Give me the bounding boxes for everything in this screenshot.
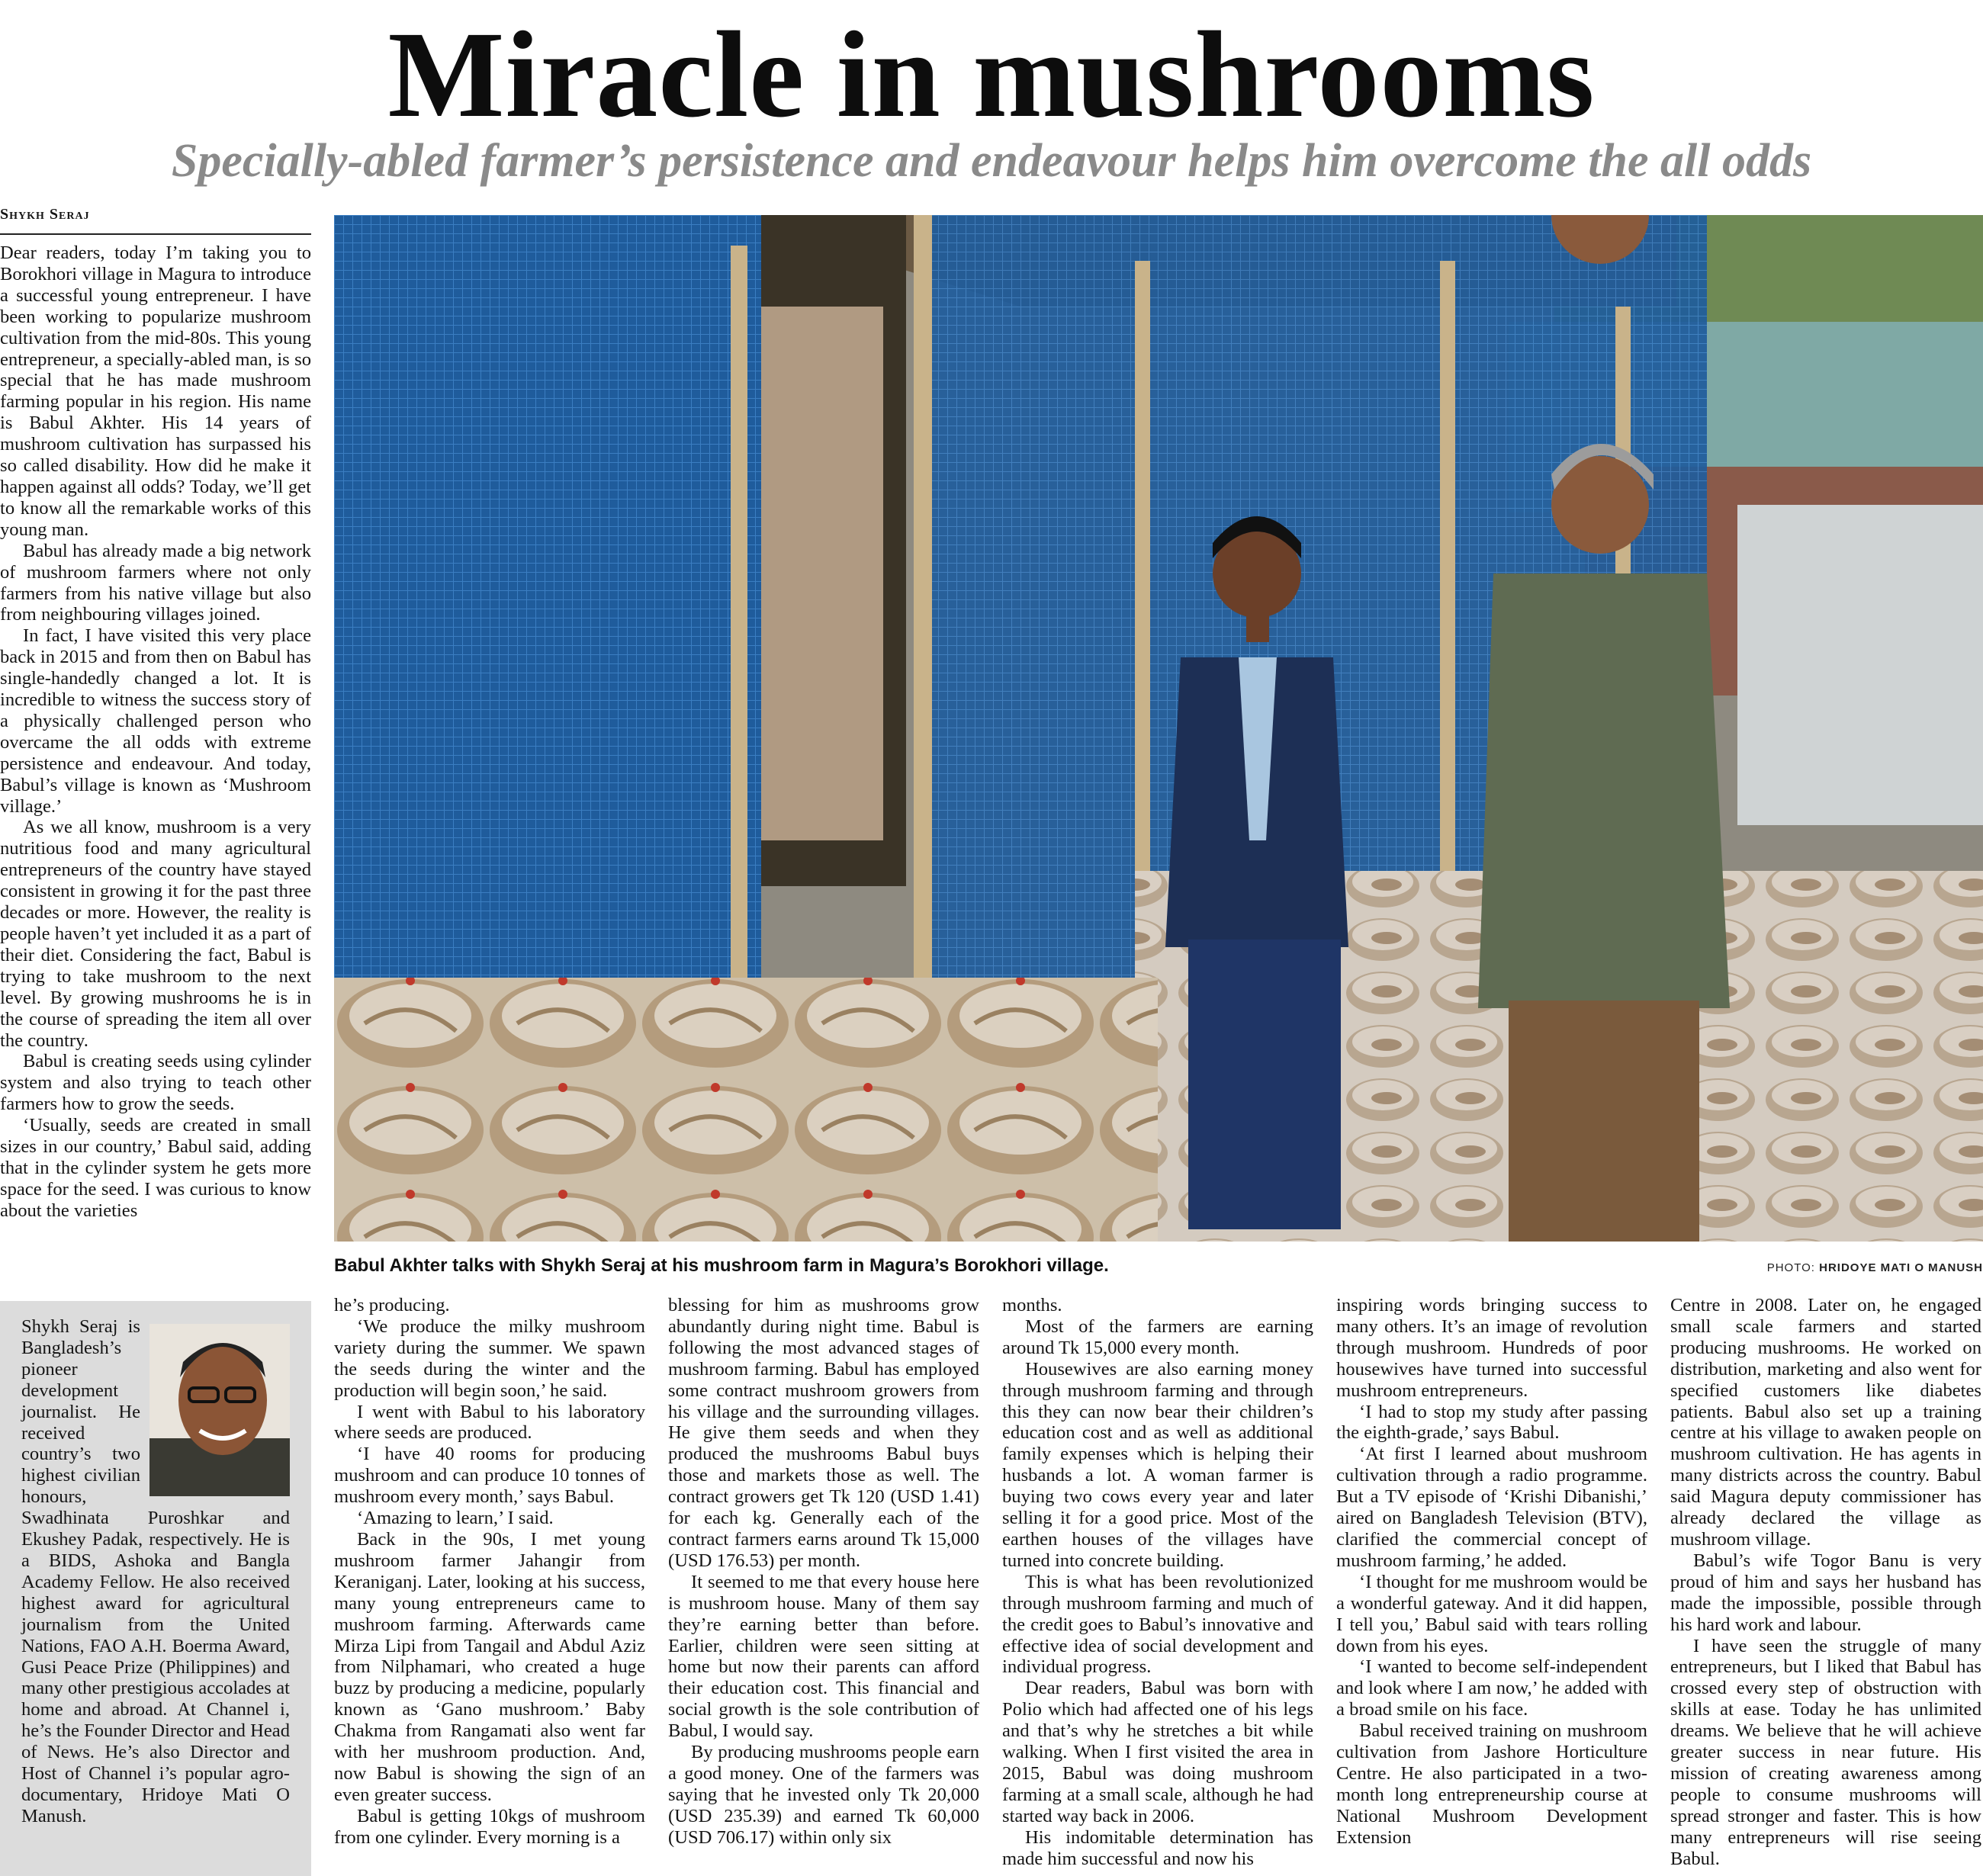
subheadline: Specially-abled farmer’s persistence and endeavour helps him overcome the all odds bbox=[171, 135, 1812, 187]
paragraph: blessing for him as mushrooms grow abundantly during night time. Babul is following the most advanced stages of mushroom farming. Babul has employed some contract mushroom growers from his village and the surrounding villages. He give them seeds and when they produced the mushrooms Babul buys those and markets those as well. The contract growers get Tk 120 (USD 1.41) for each kg. Generally each of the contract farmers earns around Tk 15,000 (USD 176.53) per month. bbox=[668, 1295, 979, 1571]
main-photo bbox=[334, 215, 1983, 1242]
paragraph: months. bbox=[1002, 1295, 1062, 1315]
paragraph: Housewives are also earning money through mushroom farming and through this they can now bear their children’s education cost and as well as additional family expenses which is helping their husbands a lot. A woman farmer is buying two cows every year and later selling it for a good price. Most of the earthen houses of the villages have turned into concrete building. bbox=[1002, 1358, 1313, 1571]
article-column-6 bbox=[1670, 1295, 1981, 1876]
paragraph: By producing mushrooms people earn a good money. One of the farmers was saying that he invested only Tk 20,000 (USD 235.39) and earned Tk 60,000 (USD 706.17) within only six bbox=[668, 1742, 979, 1848]
paragraph: Dear readers, today I’m taking you to Borokhori village in Magura to introduce a successful young entrepreneur. I have been working to popularize mushroom cultivation from the mid-80s. This young entrepreneur, a specially-abled man, is so special that he has made mushroom farming popular in his region. His name is Babul Akhter. His 14 years of mushroom cultivation has surpassed his so called disability. How did he make it happen against all odds? Today, we’ll get to know all the remarkable works of this young man. bbox=[0, 243, 311, 540]
author-portrait bbox=[149, 1324, 290, 1496]
article-column-2 bbox=[334, 1295, 645, 1876]
paragraph: inspiring words bringing success to many others. It’s an image of revolution through mushroom. Hundreds of poor housewives have turned into successful mushroom entrepreneurs. bbox=[1336, 1295, 1647, 1401]
article-column-3 bbox=[668, 1295, 979, 1876]
article-column-4 bbox=[1002, 1295, 1313, 1876]
paragraph: Babul is creating seeds using cylinder system and also trying to teach other farmers how to grow the seeds. bbox=[0, 1051, 311, 1115]
paragraph: It seemed to me that every house here is mushroom house. Many of them say they’re earning better than before. Earlier, children were seen sitting at home but now their parents can afford their education cost. This financial and social growth is the sole contribution of Babul, I would say. bbox=[668, 1571, 979, 1742]
photo-credit-name: HRIDOYE MATI O MANUSH bbox=[1819, 1261, 1983, 1274]
photo-credit-label: PHOTO: bbox=[1766, 1261, 1820, 1274]
paragraph: ‘We produce the milky mushroom variety during the summer. We spawn the seeds during the winter and the production will begin soon,’ he said. bbox=[334, 1315, 645, 1401]
photo-credit bbox=[1678, 1261, 1983, 1274]
byline: Shykh Seraj bbox=[0, 206, 311, 235]
article-column-5 bbox=[1336, 1295, 1647, 1876]
paragraph: This is what has been revolutionized through mushroom farming and much of the credit goes to Babul’s innovative and effective idea of social development and individual progress. bbox=[1002, 1571, 1313, 1678]
paragraph: In fact, I have visited this very place back in 2015 and from then on Babul has single-handedly changed a lot. It is incredible to witness the success story of a physically challenged person who overcame the all odds with extreme persistence and endeavour. And today, Babul’s village is known as ‘Mushroom village.’ bbox=[0, 625, 311, 817]
paragraph: I went with Babul to his laboratory where seeds are produced. bbox=[334, 1401, 645, 1444]
paragraph: Babul has already made a big network of mushroom farmers where not only farmers from his native village but also from neighbouring villages joined. bbox=[0, 540, 311, 625]
paragraph: I have seen the struggle of many entrepreneurs, but I liked that Babul has crossed every step of obstruction with skills at ease. Today he has unlimited dreams. We believe that he will achieve greater success in near future. His mission of creating awareness among people to consume mushrooms will spread stronger and faster. This is how many entrepreneurs will rise seeing Babul. bbox=[1670, 1635, 1981, 1869]
paragraph: ‘At first I learned about mushroom cultivation through a radio programme. But a TV episode of ‘Krishi Dibanishi,’ aired on Bangladesh Television (BTV), clarified the commercial concept of mushroom farming,’ he added. bbox=[1336, 1444, 1647, 1571]
author-bio-box bbox=[0, 1301, 311, 1876]
mushroom-farm-photo bbox=[334, 215, 1983, 1242]
paragraph: ‘I thought for me mushroom would be a wonderful gateway. And it did happen, I tell you,’ Babul said with tears rolling down from his eyes. bbox=[1336, 1571, 1647, 1656]
paragraph: ‘Amazing to learn,’ I said. bbox=[357, 1508, 554, 1529]
photo-caption: Babul Akhter talks with Shykh Seraj at his mushroom farm in Magura’s Borokhori village. bbox=[334, 1255, 1109, 1276]
author-bio bbox=[21, 1316, 290, 1827]
author-bio-text: Shykh Seraj is Bangladesh’s pioneer development journalist. He received country’s two highest civilian honours, Swadhinata Puroshkar and Ekushey Padak, respectively. He is a BIDS, Ashoka and Bangla Academy Fellow. He also received highest award for agricultural journalism from the United Nations, FAO A.H. Boerma Award, Gusi Peace Prize (Philippines) and many other prestigious accolades at home and abroad. At Channel i, he’s the Founder Director and Head of News. He’s also Director and Host of Channel i’s popular agro-documentary, Hridoye Mati O Manush. bbox=[21, 1316, 290, 1826]
article-column-1 bbox=[0, 243, 311, 1280]
paragraph: As we all know, mushroom is a very nutritious food and many agricultural entrepreneurs of the country have stayed consistent in growing it for the past three decades or more. However, the reality is people haven’t yet included it as a part of their diet. Considering the fact, Babul is trying to take mushroom to the next level. By growing mushrooms he is in the course of spreading the item all over the country. bbox=[0, 817, 311, 1051]
paragraph: ‘Usually, seeds are created in small sizes in our country,’ Babul said, adding that in the cylinder system he gets more space for the seed. I was curious to know about the varieties bbox=[0, 1115, 311, 1221]
paragraph: ‘I wanted to become self-independent and look where I am now,’ he added with a broad smile on his face. bbox=[1336, 1656, 1647, 1720]
paragraph: Most of the farmers are earning around Tk 15,000 every month. bbox=[1002, 1315, 1313, 1358]
paragraph: Dear readers, Babul was born with Polio which had affected one of his legs and that’s why he stretches a bit while walking. When I first visited the area in 2015, Babul was doing mushroom farming at a small scale, although he had started way back in 2006. bbox=[1002, 1678, 1313, 1826]
headline: Miracle in mushrooms bbox=[387, 7, 1596, 143]
paragraph: Babul’s wife Togor Banu is very proud of him and says her husband has made the impossible, possible through his hard work and labour. bbox=[1670, 1550, 1981, 1635]
paragraph: he’s producing. bbox=[334, 1295, 450, 1315]
paragraph: Babul is getting 10kgs of mushroom from one cylinder. Every morning is a bbox=[334, 1805, 645, 1848]
paragraph: ‘I had to stop my study after passing the eighth-grade,’ says Babul. bbox=[1336, 1401, 1647, 1444]
paragraph: ‘I have 40 rooms for producing mushroom and can produce 10 tonnes of mushroom every month,’ says Babul. bbox=[334, 1444, 645, 1508]
paragraph: Back in the 90s, I met young mushroom farmer Jahangir from Keraniganj. Later, looking at his success, many young entrepreneurs came to mushroom farming. Afterwards came Mirza Lipi from Tangail and Abdul Aziz from Nilphamari, who created a huge buzz by producing a medicine, popularly known as ‘Gano mushroom.’ Baby Chakma from Rangamati also went far with her mushroom production. And, now Babul is showing the sign of an even greater success. bbox=[334, 1528, 645, 1805]
paragraph: Babul received training on mushroom cultivation from Jashore Horticulture Centre. He also participated in a two-month long entrepreneurship course at National Mushroom Development Extension bbox=[1336, 1720, 1647, 1848]
paragraph: His indomitable determination has made him successful and now his bbox=[1002, 1826, 1313, 1869]
paragraph: Centre in 2008. Later on, he engaged small scale farmers and started producing mushrooms. He worked on distribution, marketing and also went for specified customers like diabetes patients. Babul also set up a training centre at his village to awaken people on mushroom cultivation. He has agents in many districts across the country. Babul said Magura deputy commissioner has already declared the village as mushroom village. bbox=[1670, 1295, 1981, 1550]
